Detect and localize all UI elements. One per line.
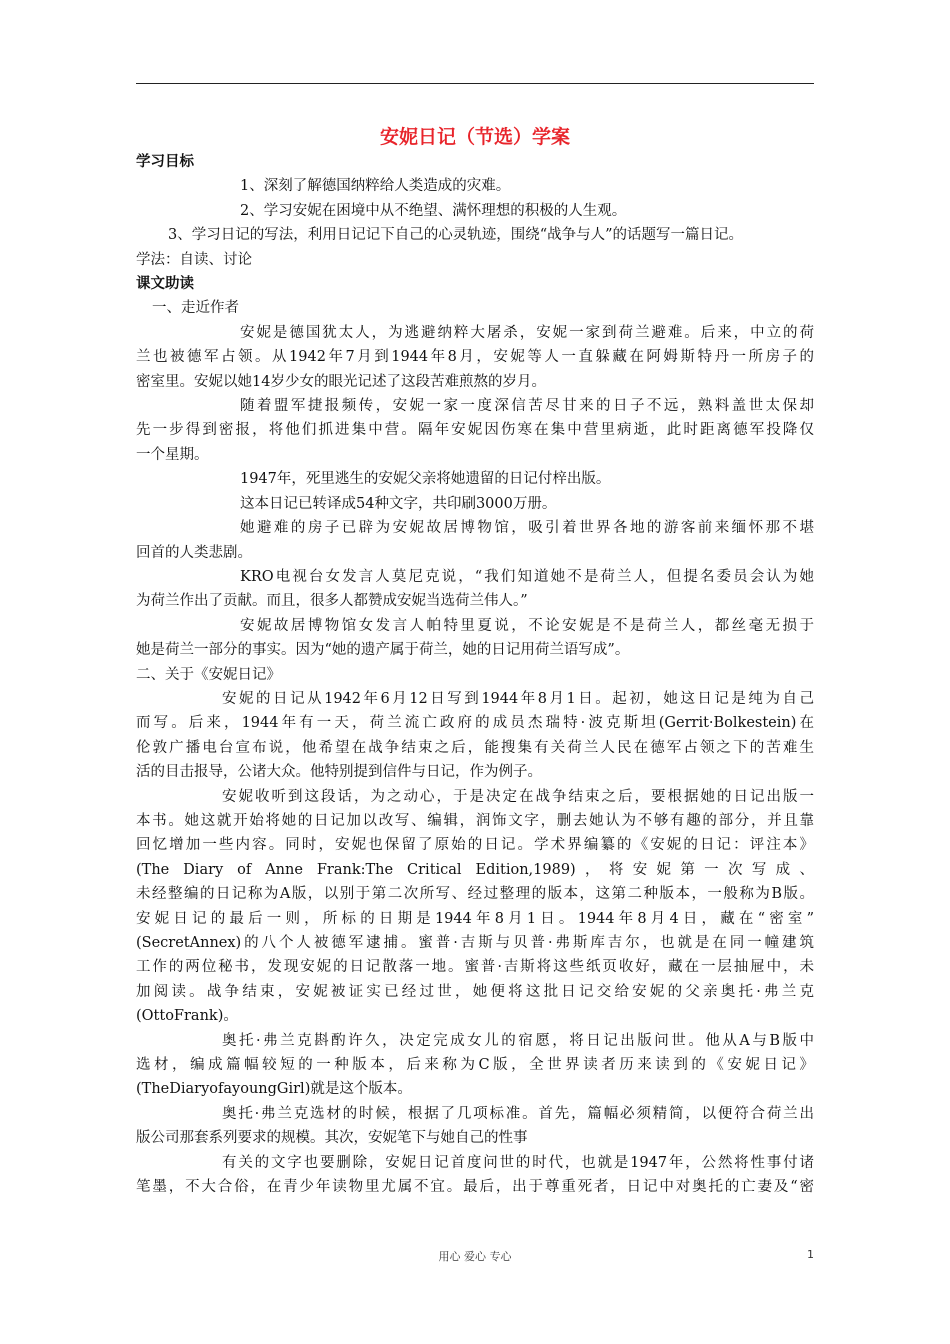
body-line: 随着盟军捷报频传，安妮一家一度深信苦尽甘来的日子不远，熟料盖世太保却 <box>240 398 814 415</box>
objective-item: 1、深刻了解德国纳粹给人类造成的灾难。 <box>240 178 511 195</box>
body-line: 先一步得到密报，将他们抓进集中营。隔年安妮因伤寒在集中营里病逝，此时距离德军投降仅 <box>136 422 814 439</box>
body-line: 一个星期。 <box>136 446 209 463</box>
body-line: 版公司那套系列要求的规模。其次，安妮笔下与她自己的性事 <box>136 1130 528 1147</box>
section-heading: 学习目标 <box>136 154 194 170</box>
body-line: (The Diary of Anne Frank:The Critical Edition,1989)，将安妮第一次写成、 <box>136 861 814 878</box>
objective-item: 2、学习安妮在困境中从不绝望、满怀理想的积极的人生观。 <box>240 202 627 219</box>
body-line: 奥托·弗兰克斟酌许久，决定完成女儿的宿愿，将日记出版问世。他从A与B版中 <box>222 1032 814 1049</box>
body-line: 未经整编的日记称为A版，以别于第二次所写、经过整理的版本，这第二种版本，一般称为B版。 <box>136 886 814 903</box>
body-line: 回忆增加一些内容。同时，安妮也保留了原始的日记。学术界编纂的《安妮的日记：评注本》 <box>136 837 814 854</box>
body-line: 安妮故居博物馆女发言人帕特里夏说，不论安妮是不是荷兰人，都丝毫无损于 <box>240 617 814 634</box>
section-heading: 课文助读 <box>136 276 194 293</box>
body-line: (SecretAnnex)的八个人被德军逮捕。蜜普·吉斯与贝普·弗斯库吉尔，也就是在同一幢建筑 <box>136 935 814 951</box>
subsection-heading: 二、关于《安妮日记》 <box>136 666 281 683</box>
body-line: 回首的人类悲剧。 <box>136 544 252 561</box>
document-body <box>136 150 814 1199</box>
body-line: 伦敦广播电台宣布说，他希望在战争结束之后，能搜集有关荷兰人民在德军占领之下的苦难生 <box>136 739 814 756</box>
body-line: 有关的文字也要删除，安妮日记首度问世的时代，也就是1947年，公然将性事付诸 <box>222 1154 814 1171</box>
body-line: (OttoFrank)。 <box>136 1008 238 1025</box>
body-line: 本书。她这就开始将她的日记加以改写、编辑，润饰文字，删去她认为不够有趣的部分，并且靠 <box>136 812 814 829</box>
body-line: 1947年，死里逃生的安妮父亲将她遗留的日记付梓出版。 <box>240 471 611 488</box>
body-line: 这本日记已转译成54种文字，共印刷3000万册。 <box>240 495 557 512</box>
body-line: 她是荷兰一部分的事实。因为“她的遗产属于荷兰，她的日记用荷兰语写成”。 <box>136 642 630 659</box>
page-footer: 用心 爱心 专心 <box>438 1250 512 1263</box>
body-line: 奥托·弗兰克选材的时候，根据了几项标准。首先，篇幅必须精简，以便符合荷兰出 <box>222 1105 814 1122</box>
body-line: 而写。后来，1944年有一天，荷兰流亡政府的成员杰瑞特·波克斯坦(Gerrit·Bolkestein)在 <box>136 715 814 732</box>
body-line: 安妮日记的最后一则，所标的日期是1944年8月1日。1944年8月4日，藏在“密室” <box>136 910 814 927</box>
subsection-heading: 一、走近作者 <box>152 300 239 317</box>
body-line: 她避难的房子已辟为安妮故居博物馆，吸引着世界各地的游客前来缅怀那不堪 <box>240 520 814 537</box>
body-line: 加阅读。战争结束，安妮被证实已经过世，她便将这批日记交给安妮的父亲奥托·弗兰克 <box>136 983 814 1000</box>
study-method: 学法：自读、讨论 <box>136 251 252 268</box>
body-line: 安妮收听到这段话，为之动心，于是决定在战争结束之后，要根据她的日记出版一 <box>222 788 814 805</box>
body-line: (TheDiaryofayoungGirl)就是这个版本。 <box>136 1081 412 1098</box>
body-line: 笔墨，不大合俗，在青少年读物里尤属不宜。最后，出于尊重死者，日记中对奥托的亡妻及“密 <box>136 1179 814 1196</box>
body-line: 工作的两位秘书，发现安妮的日记散落一地。蜜普·吉斯将这些纸页收好，藏在一层抽屉中，未 <box>136 959 814 976</box>
body-line: 活的目击报导，公诸大众。他特别提到信件与日记，作为例子。 <box>136 764 542 781</box>
page-number: 1 <box>807 1248 814 1261</box>
body-line: 安妮的日记从1942年6月12日写到1944年8月1日。起初，她这日记是纯为自己 <box>222 690 814 707</box>
body-line: 密室里。安妮以她14岁少女的眼光记述了这段苦难煎熬的岁月。 <box>136 373 546 390</box>
document-title: 安妮日记（节选）学案 <box>379 126 570 148</box>
objective-item: 3、学习日记的写法，利用日记记下自己的心灵轨迹，围绕“战争与人”的话题写一篇日记。 <box>168 227 744 244</box>
body-line: 为荷兰作出了贡献。而且，很多人都赞成安妮当选荷兰伟人。” <box>136 593 528 610</box>
body-line: 安妮是德国犹太人，为逃避纳粹大屠杀，安妮一家到荷兰避难。后来，中立的荷 <box>240 324 814 341</box>
header-rule <box>136 83 814 84</box>
body-line: 兰也被德军占领。从1942年7月到1944年8月，安妮等人一直躲藏在阿姆斯特丹一所房子的 <box>136 349 814 366</box>
body-line: 选材，编成篇幅较短的一种版本，后来称为C版，全世界读者历来读到的《安妮日记》 <box>136 1057 814 1074</box>
body-line: KRO电视台女发言人莫尼克说，“我们知道她不是荷兰人，但提名委员会认为她 <box>240 568 814 585</box>
